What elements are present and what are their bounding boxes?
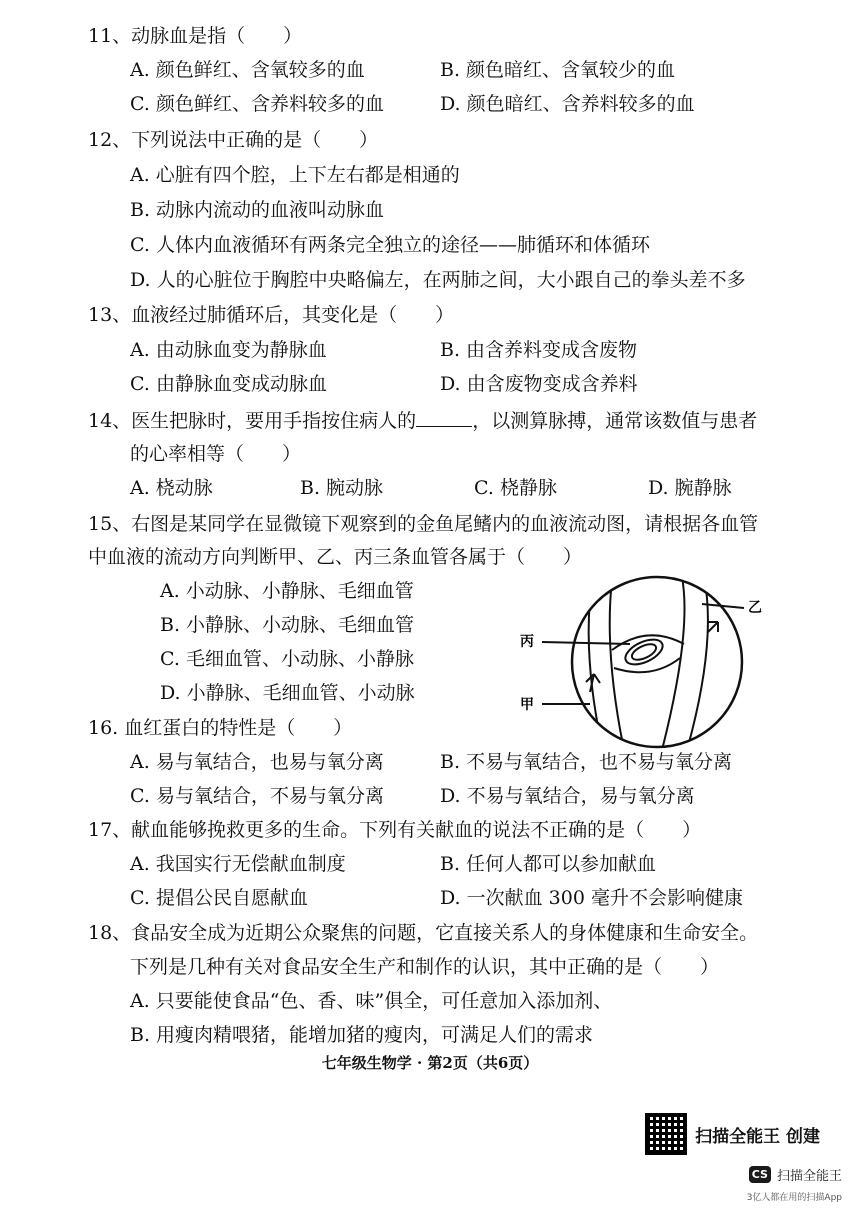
q14-option-c[interactable]: C. 桡静脉 xyxy=(474,477,557,499)
label-yi: 乙 xyxy=(748,600,762,616)
q15-option-b[interactable]: B. 小静脉、小动脉、毛细血管 xyxy=(160,614,415,636)
q16-option-d[interactable]: D. 不易与氧结合，易与氧分离 xyxy=(440,785,695,807)
q14-stem-line2: 的心率相等（ ） xyxy=(130,443,302,465)
q13-stem: 13、血液经过肺循环后，其变化是（ ） xyxy=(88,304,455,326)
q16-stem: 16. 血红蛋白的特性是（ ） xyxy=(88,717,353,739)
brand-tagline: 3亿人都在用的扫描App xyxy=(746,1193,842,1203)
q14-answer-blank[interactable] xyxy=(416,408,472,427)
q13-option-c[interactable]: C. 由静脉血变成动脉血 xyxy=(130,373,327,395)
q11-option-c[interactable]: C. 颜色鲜红、含养料较多的血 xyxy=(130,93,384,115)
q16-option-c[interactable]: C. 易与氧结合，不易与氧分离 xyxy=(130,785,384,807)
arrow-yi-icon xyxy=(708,622,718,632)
q15-option-d[interactable]: D. 小静脉、毛细血管、小动脉 xyxy=(160,682,415,704)
q13-option-b[interactable]: B. 由含养料变成含废物 xyxy=(440,339,638,361)
q17-option-b[interactable]: B. 任何人都可以参加献血 xyxy=(440,853,657,875)
q12-option-c[interactable]: C. 人体内血液循环有两条完全独立的途径——肺循环和体循环 xyxy=(130,234,650,256)
label-line-bing xyxy=(542,642,630,644)
q18-stem-line2: 下列是几种有关对食品安全生产和制作的认识，其中正确的是（ ） xyxy=(130,956,720,978)
scanner-brand xyxy=(749,1165,842,1184)
blood-flow-figure xyxy=(512,572,780,752)
vessel-jia-right xyxy=(610,580,624,750)
q15-stem-line2: 中血液的流动方向判断甲、乙、丙三条血管各属于（ ） xyxy=(88,546,583,568)
q12-stem: 12、下列说法中正确的是（ ） xyxy=(88,129,379,151)
q11-option-d[interactable]: D. 颜色暗红、含养料较多的血 xyxy=(440,93,695,115)
q18-stem-line1: 18、食品安全成为近期公众聚焦的问题，它直接关系人的身体健康和生命安全。 xyxy=(88,922,759,944)
q11-stem: 11、动脉血是指（ ） xyxy=(88,25,303,47)
q12-option-a[interactable]: A. 心脏有四个腔，上下左右都是相通的 xyxy=(130,164,460,186)
q17-option-d[interactable]: D. 一次献血 300 毫升不会影响健康 xyxy=(440,887,743,909)
q13-option-d[interactable]: D. 由含废物变成含养料 xyxy=(440,373,638,395)
q14-option-a[interactable]: A. 桡动脉 xyxy=(130,477,213,499)
scanner-watermark xyxy=(645,1113,820,1155)
q16-option-b[interactable]: B. 不易与氧结合，也不易与氧分离 xyxy=(440,751,733,773)
page-footer: 七年级生物学 · 第2页（共6页） xyxy=(321,1054,539,1072)
label-jia: 甲 xyxy=(520,697,534,713)
capillary-lower xyxy=(614,658,680,672)
q17-option-a[interactable]: A. 我国实行无偿献血制度 xyxy=(130,853,346,875)
q14-stem-post: ，以测算脉搏，通常该数值与患者 xyxy=(472,410,758,432)
q15-stem-line1: 15、右图是某同学在显微镜下观察到的金鱼尾鳍内的血液流动图，请根据各血管 xyxy=(88,513,759,535)
q12-option-b[interactable]: B. 动脉内流动的血液叫动脉血 xyxy=(130,199,385,221)
qr-code-icon xyxy=(645,1113,687,1155)
capillary-loop-inner xyxy=(630,641,659,663)
cs-logo-icon: CS xyxy=(749,1166,771,1183)
label-bing: 丙 xyxy=(520,634,534,650)
q18-option-b[interactable]: B. 用瘦肉精喂猪，能增加猪的瘦肉，可满足人们的需求 xyxy=(130,1024,594,1046)
q13-option-a[interactable]: A. 由动脉血变为静脉血 xyxy=(130,339,327,361)
q15-option-a[interactable]: A. 小动脉、小静脉、毛细血管 xyxy=(160,580,414,602)
watermark-text: 扫描全能王 创建 xyxy=(695,1126,820,1147)
q11-option-a[interactable]: A. 颜色鲜红、含氧较多的血 xyxy=(130,59,365,81)
q14-option-b[interactable]: B. 腕动脉 xyxy=(300,477,384,499)
q15-option-c[interactable]: C. 毛细血管、小动脉、小静脉 xyxy=(160,648,414,670)
q18-option-a[interactable]: A. 只要能使食品“色、香、味”俱全，可任意加入添加剂、 xyxy=(130,990,613,1012)
capillary-upper xyxy=(612,635,684,650)
q12-option-d[interactable]: D. 人的心脏位于胸腔中央略偏左，在两肺之间，大小跟自己的拳头差不多 xyxy=(130,269,746,291)
q16-option-a[interactable]: A. 易与氧结合，也易与氧分离 xyxy=(130,751,384,773)
q14-stem xyxy=(88,408,757,433)
q11-option-b[interactable]: B. 颜色暗红、含氧较少的血 xyxy=(440,59,676,81)
vessel-yi-right xyxy=(687,577,708,750)
q14-stem-pre: 14、医生把脉时，要用手指按住病人的 xyxy=(88,410,417,432)
q17-option-c[interactable]: C. 提倡公民自愿献血 xyxy=(130,887,308,909)
brand-name: 扫描全能王 xyxy=(776,1169,842,1184)
q17-stem: 17、献血能够挽救更多的生命。下列有关献血的说法不正确的是（ ） xyxy=(88,819,702,841)
q14-option-d[interactable]: D. 腕静脉 xyxy=(648,477,732,499)
